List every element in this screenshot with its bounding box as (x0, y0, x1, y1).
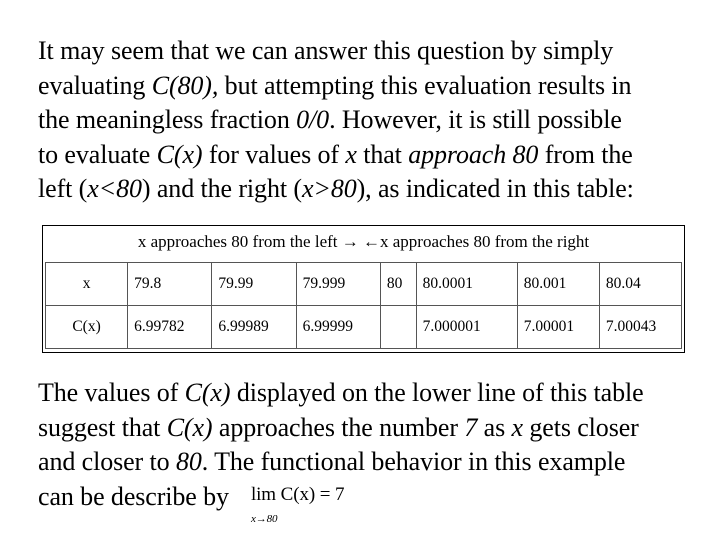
text-segment: The values of (38, 378, 185, 407)
italic-math: C(x) (166, 412, 213, 442)
text-segment: evaluating (38, 70, 152, 100)
text-segment: left ( (38, 174, 88, 203)
row-label-cell: x (46, 263, 128, 306)
intro-line (38, 103, 698, 138)
outro-paragraph (38, 376, 698, 525)
italic-math: 0/0 (296, 105, 330, 134)
italic-math: C(x) (156, 139, 203, 169)
row-label-cell: C(x) (46, 306, 128, 349)
text-segment: as (477, 412, 512, 442)
table-cell: 80.0001 (416, 263, 517, 306)
italic-math: approach 80 (408, 139, 539, 169)
header-left-label: x approaches 80 from the left (137, 232, 338, 251)
text-segment: that (356, 139, 409, 169)
text-segment: displayed on the lower line of this table (230, 378, 644, 407)
text-segment: approaches the number (212, 412, 465, 442)
text-segment: and closer to (38, 447, 176, 476)
outro-line (38, 411, 698, 446)
table-cell: 79.999 (296, 263, 380, 306)
table-cell: 7.000001 (416, 306, 517, 349)
intro-paragraph (38, 34, 698, 207)
text-segment: can be describe by (38, 481, 229, 511)
table-row (46, 306, 682, 349)
text-segment: from the (538, 139, 633, 169)
text-segment: the meaningless fraction (38, 105, 297, 134)
text-segment: . The functional behavior in this example (201, 447, 626, 476)
table-cell: 6.99989 (212, 306, 296, 349)
italic-math: x (345, 139, 357, 169)
intro-line (38, 69, 698, 104)
italic-math: x>80 (301, 174, 357, 203)
table-cell: 79.99 (212, 263, 296, 306)
text-segment: suggest that (38, 412, 167, 442)
outro-line (38, 480, 698, 525)
table-row (46, 263, 682, 306)
limit-formula: lim C(x) = 7 (250, 483, 345, 505)
table-header (43, 232, 684, 252)
text-segment: It may seem that we can answer this question by simply (38, 36, 614, 65)
italic-math: 80 (175, 447, 202, 476)
header-right-label: x approaches 80 from the right (380, 232, 590, 251)
text-segment: but attempting this evaluation results in (218, 70, 632, 100)
limit-subscript: x→80 (250, 512, 278, 525)
italic-math: C(x) (184, 378, 231, 407)
italic-math: 7 (464, 412, 478, 442)
table-cell: 80.001 (517, 263, 599, 306)
table-cell: 79.8 (128, 263, 212, 306)
table-cell: 7.00043 (599, 306, 681, 349)
outro-line (38, 376, 698, 411)
values-table-box (42, 225, 685, 353)
text-segment: for values of (202, 139, 346, 169)
table-cell: 80.04 (599, 263, 681, 306)
text-segment: to evaluate (38, 139, 157, 169)
italic-math: x (511, 412, 523, 442)
values-table (45, 262, 682, 349)
table-cell: 80 (380, 263, 416, 306)
text-segment: ) and the right ( (141, 174, 302, 203)
italic-math: x<80 (87, 174, 142, 203)
table-cell (380, 306, 416, 349)
table-cell: 6.99999 (296, 306, 380, 349)
intro-line (38, 138, 698, 173)
arrow-left-icon: ← (363, 232, 381, 251)
table-cell: 7.00001 (517, 306, 599, 349)
text-segment: gets closer (522, 412, 639, 442)
text-segment: ), as indicated in this table: (356, 174, 634, 203)
limit-expression (250, 478, 371, 525)
arrow-right-icon: → (341, 232, 359, 251)
intro-line (38, 172, 698, 207)
table-cell: 6.99782 (128, 306, 212, 349)
italic-math: C(80), (151, 70, 219, 100)
intro-line (38, 34, 698, 69)
text-segment: . However, it is still possible (329, 105, 622, 134)
outro-line (38, 445, 698, 480)
